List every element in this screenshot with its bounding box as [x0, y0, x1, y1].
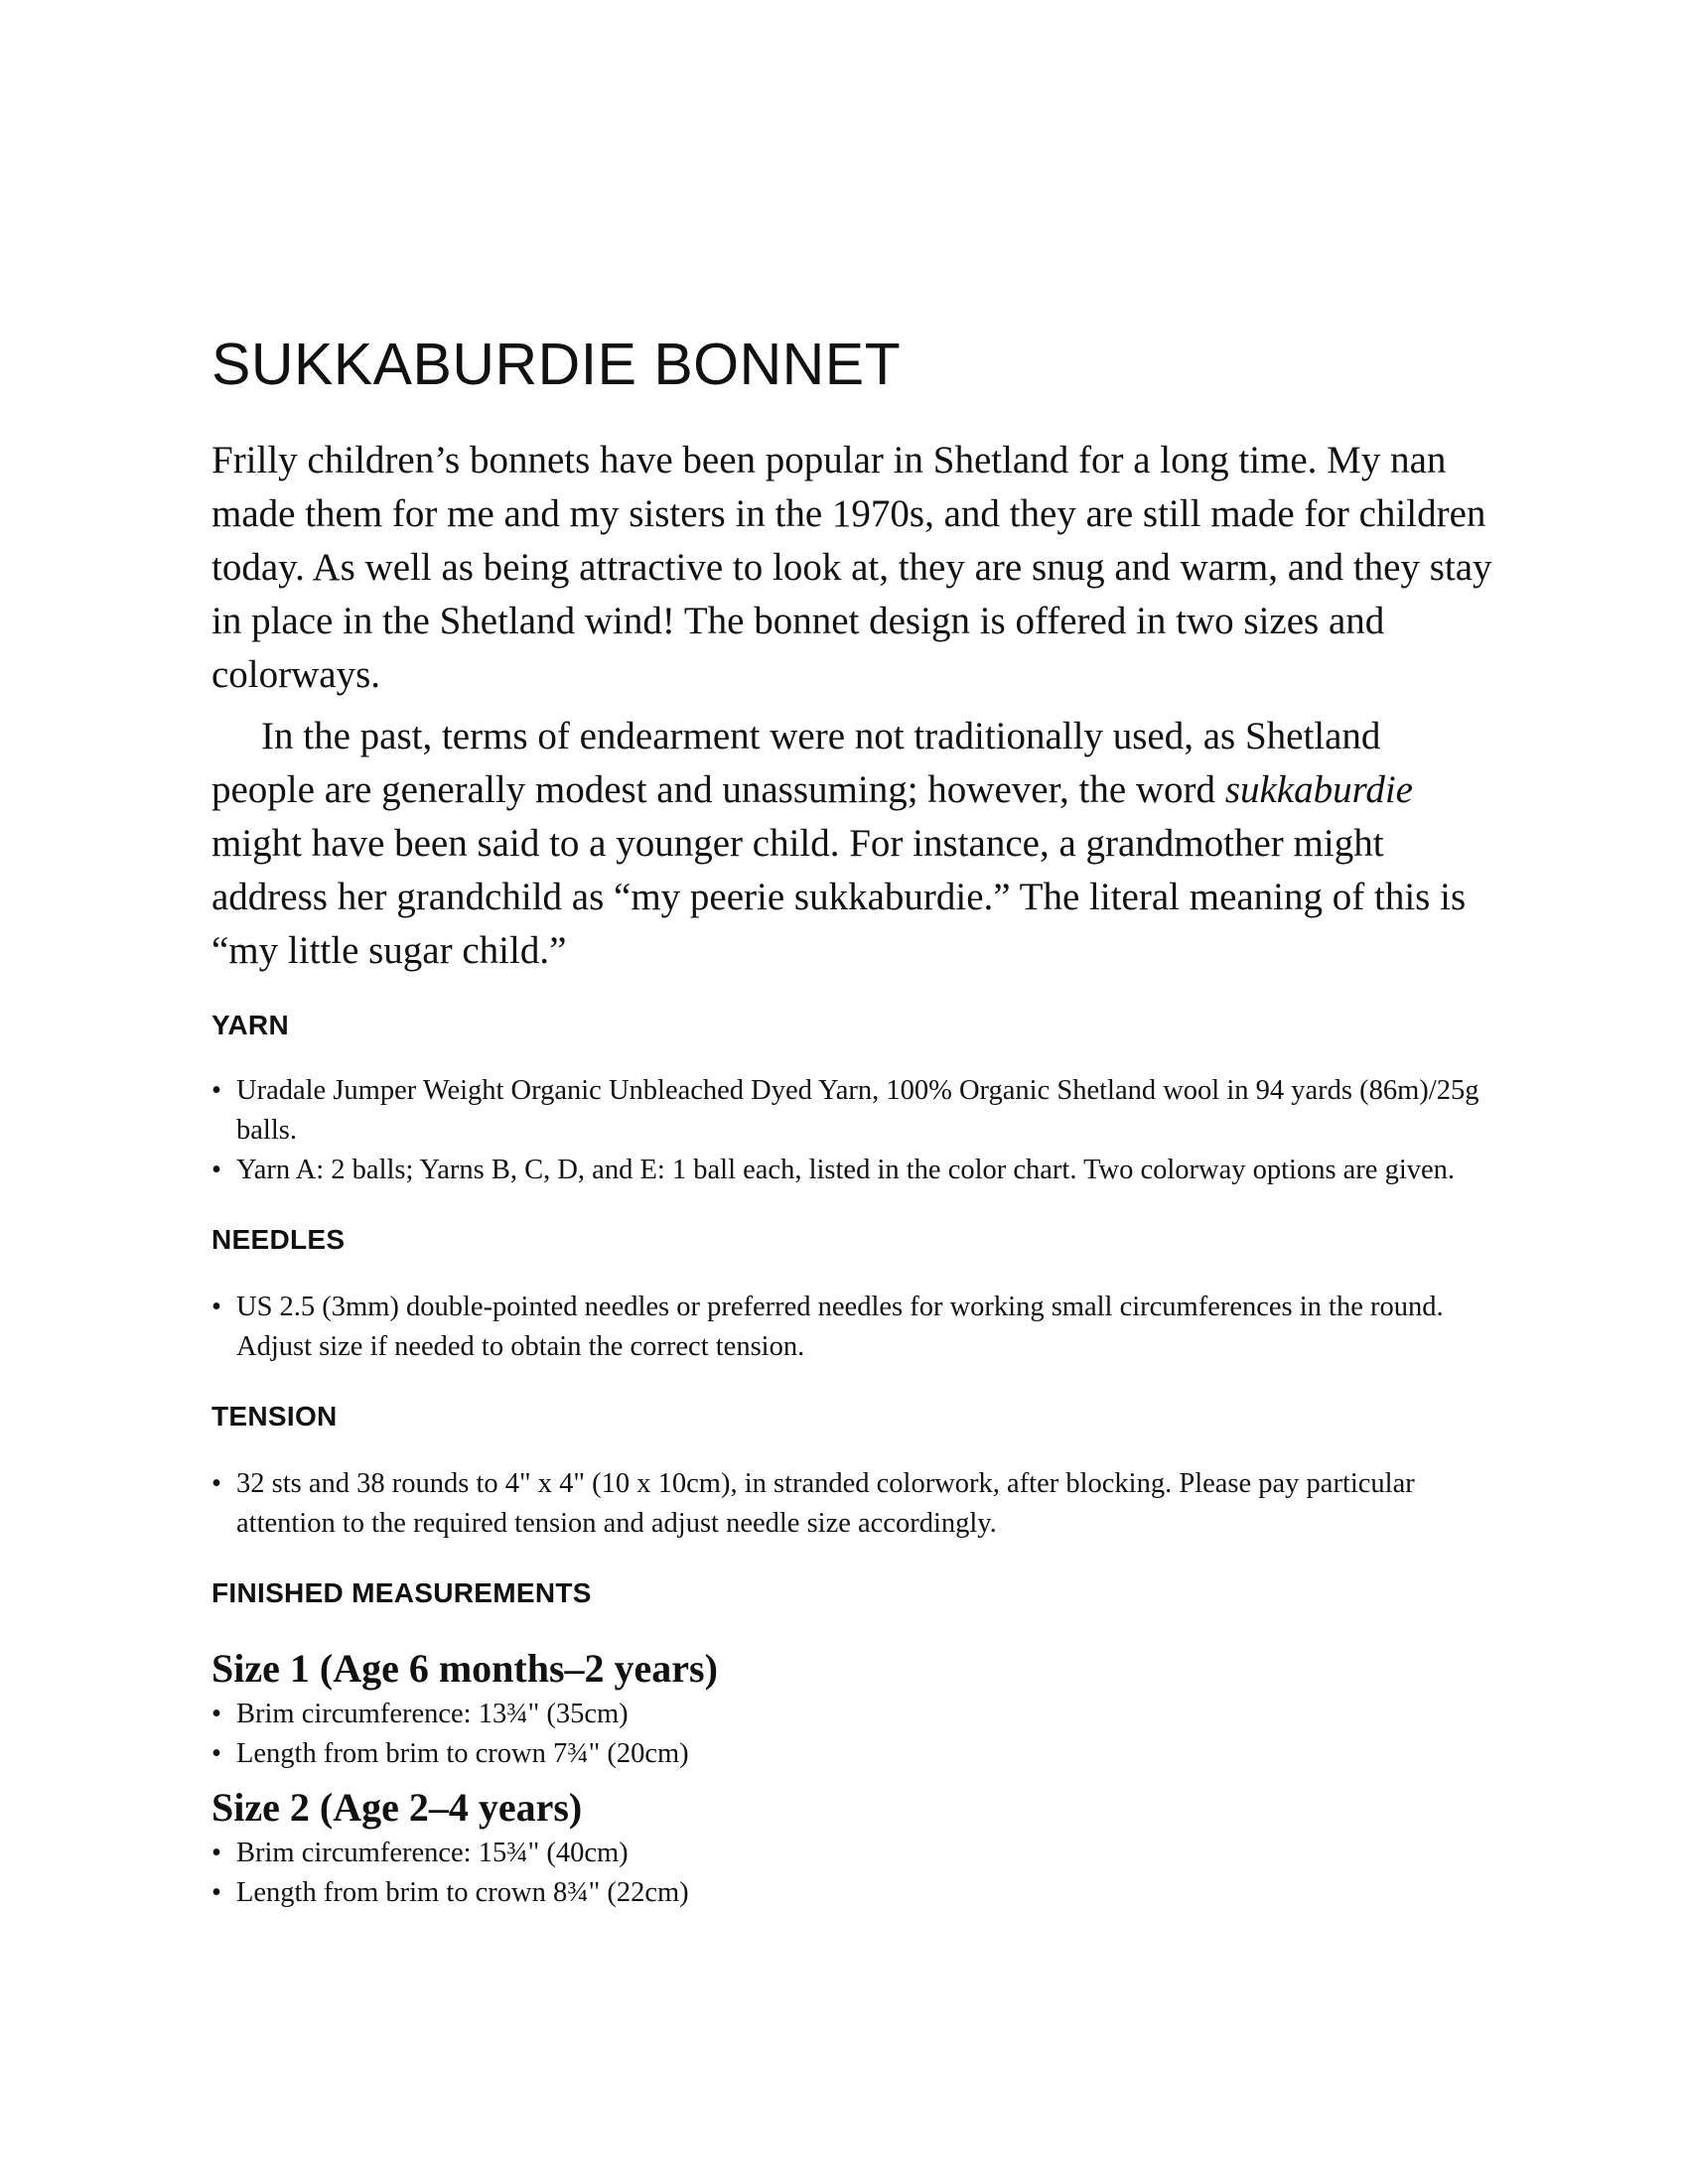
list-item: [211, 1288, 1492, 1367]
size-2-list: [211, 1834, 1492, 1913]
needles-heading: NEEDLES: [211, 1224, 346, 1255]
list-item: [211, 1464, 1492, 1544]
bullet-icon: •: [211, 1468, 221, 1499]
size-2-length: Length from brim to crown 8¾" (22cm): [236, 1877, 689, 1908]
list-item: [211, 1734, 1492, 1774]
bullet-icon: •: [211, 1877, 221, 1908]
intro-paragraph-2-text-end: might have been said to a younger child. For instance, a grandmother might address her grandchild as “my peerie sukkaburdie.” The literal meaning of this is “my little sugar child.”: [211, 822, 1467, 972]
bullet-icon: •: [211, 1738, 221, 1769]
list-item: [211, 1834, 1492, 1873]
list-item: [211, 1695, 1492, 1734]
needles-item-1: US 2.5 (3mm) double-pointed needles or preferred needles for working small circumferences in the round. Adjust size if needed to obtain the correct tension.: [236, 1292, 1444, 1362]
list-item: [211, 1071, 1492, 1151]
intro: [211, 434, 1492, 978]
size-2-heading: Size 2 (Age 2–4 years): [211, 1785, 583, 1830]
bullet-icon: •: [211, 1292, 221, 1322]
tension-item-1: 32 sts and 38 rounds to 4" x 4" (10 x 10cm), in stranded colorwork, after blocking. Please pay particular attention to the required tension and adjust needle size accordingly.: [236, 1468, 1415, 1539]
intro-paragraph-1: Frilly children’s bonnets have been popular in Shetland for a long time. My nan made them for me and my sisters in the 1970s, and they are still made for children today. As well as being attractive to look at, they are snug and warm, and they stay in place in the Shetland wind! The bonnet design is offered in two sizes and colorways.: [211, 439, 1492, 696]
yarn-item-2: Yarn A: 2 balls; Yarns B, C, D, and E: 1 ball each, listed in the color chart. Two colorway options are given.: [236, 1155, 1456, 1185]
size-2-brim: Brim circumference: 15¾" (40cm): [236, 1838, 629, 1868]
yarn-heading: YARN: [211, 1010, 289, 1040]
bullet-icon: •: [211, 1155, 221, 1185]
page: [211, 332, 1492, 1913]
bullet-icon: •: [211, 1075, 221, 1106]
size-1-length: Length from brim to crown 7¾" (20cm): [236, 1738, 689, 1769]
size-1-heading: Size 1 (Age 6 months–2 years): [211, 1646, 718, 1691]
intro-paragraph-2: [211, 710, 1492, 978]
needles-list: [211, 1288, 1492, 1367]
yarn-item-1: Uradale Jumper Weight Organic Unbleached Dyed Yarn, 100% Organic Shetland wool in 94 yards (86m)/25g balls.: [236, 1075, 1479, 1146]
sukkaburdie-term: sukkaburdie: [1224, 768, 1413, 811]
size-1-brim: Brim circumference: 13¾" (35cm): [236, 1699, 629, 1729]
bullet-icon: •: [211, 1699, 221, 1729]
yarn-list: [211, 1071, 1492, 1190]
tension-list: [211, 1464, 1492, 1544]
intro-paragraph-2-text: In the past, terms of endearment were not traditionally used, as Shetland people are generally modest and unassuming; however, the word: [211, 715, 1381, 811]
finished-measurements-heading: FINISHED MEASUREMENTS: [211, 1577, 592, 1608]
page-title: SUKKABURDIE BONNET: [211, 332, 902, 397]
tension-heading: TENSION: [211, 1401, 338, 1432]
bullet-icon: •: [211, 1838, 221, 1868]
list-item: [211, 1873, 1492, 1913]
size-1-list: [211, 1695, 1492, 1774]
list-item: [211, 1151, 1492, 1190]
